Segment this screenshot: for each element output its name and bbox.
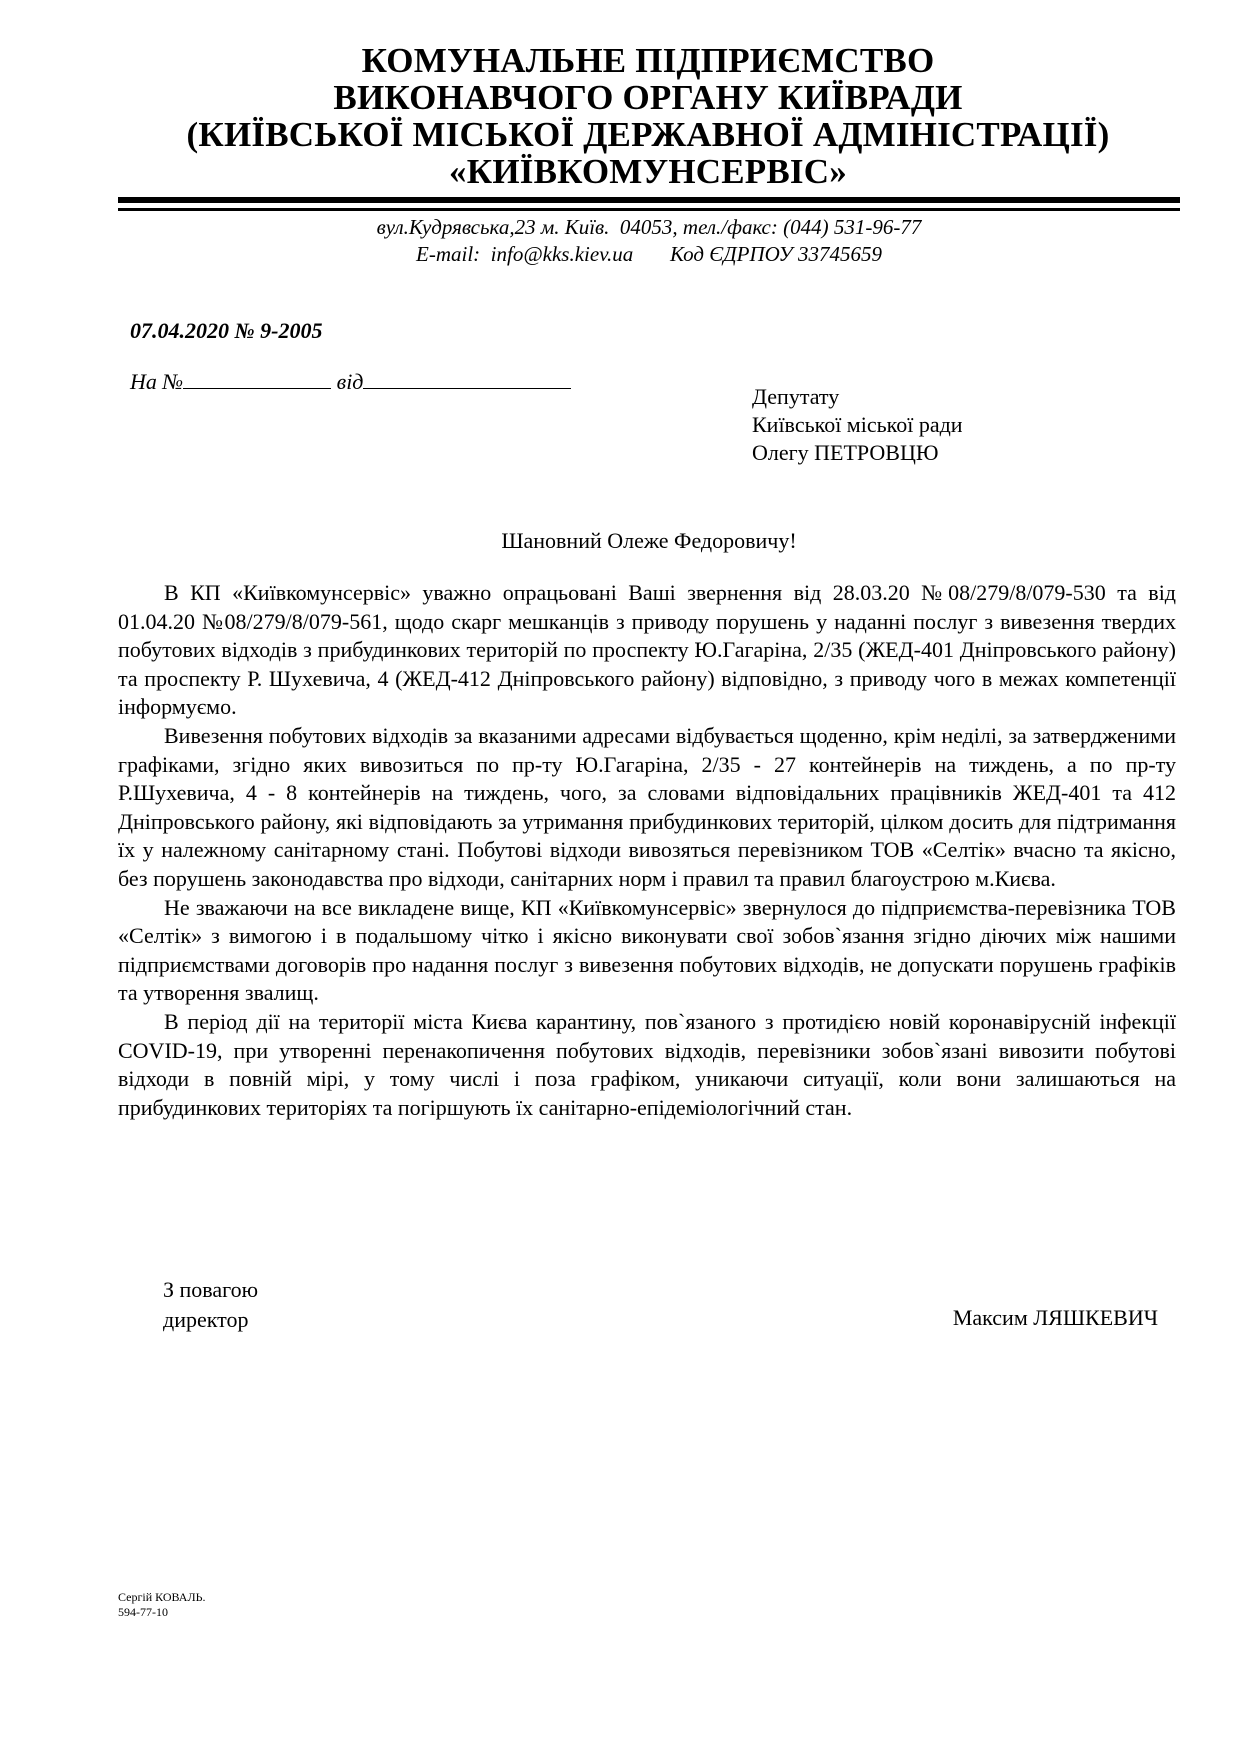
letterhead-line-3: (КИЇВСЬКОЇ МІСЬКОЇ ДЕРЖАВНОЇ АДМІНІСТРАЦІЇ) [186,115,1110,154]
letterhead-contacts [118,214,1180,268]
body-paragraph-3: Не зважаючи на все викладене вище, КП «Київкомунсервіс» звернулося до підприємства-перевізника ТОВ «Селтік» з вимогою і в подальшому чітко і якісно виконувати свої зобов`язання згідно діючих між нашими підприємствами договорів про надання послуг з вивезення побутових відходів, не допускати порушень графіків та утворення звалищ. [118,894,1176,1006]
closing-regards: З повагою [163,1277,259,1302]
salutation: Шановний Олеже Федоровичу! [501,528,797,553]
addressee-line-3: Олегу ПЕТРОВЦЮ [752,440,939,465]
closing-block [163,1275,258,1335]
outgoing-number: 07.04.2020 № 9-2005 [130,318,323,343]
executor-phone: 594-77-10 [118,1605,168,1619]
letterhead-divider-thin [118,208,1180,211]
reference-date-label: від [336,369,364,394]
executor-name: Сергій КОВАЛЬ. [118,1590,206,1604]
body-paragraph-1: В КП «Київкомунсервіс» уважно опрацьовані Ваші звернення від 28.03.20 №08/279/8/079-530 та від 01.04.20 №08/279/8/079-561, щодо скарг мешканців з приводу порушень у наданні послуг з вивезення твердих побутових відходів з прибудинкових територій по проспекту Ю.Гагаріна, 2/35 (ЖЕД-401 Дніпровського району) та проспекту Р. Шухевича, 4 (ЖЕД-412 Дніпровського району) відповідно, з приводу чого в межах компетенції інформуємо. [118,580,1176,720]
addressee-block [752,383,963,467]
contact-email-code: E-mail: info@kks.kiev.ua Код ЄДРПОУ 33745659 [416,242,882,266]
signer-name: Максим ЛЯШКЕВИЧ [952,1305,1158,1330]
reference-line [130,368,571,395]
executor-block [118,1590,205,1620]
reference-number-blank [183,368,331,389]
contact-address: вул.Кудрявська,23 м. Київ. 04053, тел./факс: (044) 531-96-77 [376,215,922,239]
letterhead-divider-thick [118,197,1180,203]
body-paragraph-4: В період дії на території міста Києва карантину, пов`язаного з протидією новій коронавірусній інфекції COVID-19, при утворенні перенакопичення побутових відходів, перевізники зобов`язані вивозити побутові відходи в повній мірі, у тому числі і поза графіком, уникаючи ситуації, коли вони залишаються на прибудинкових територіях та погіршують їх санітарно-епідеміологічний стан. [118,1008,1176,1120]
letterhead-line-2: ВИКОНАВЧОГО ОРГАНУ КИЇВРАДИ [333,78,963,117]
letterhead-title [118,42,1178,190]
addressee-line-2: Київської міської ради [752,412,963,437]
reference-number-label: На № [130,369,184,394]
letterhead-line-1: КОМУНАЛЬНЕ ПІДПРИЄМСТВО [361,41,935,80]
addressee-line-1: Депутату [752,384,840,409]
letterhead-line-4: «КИЇВКОМУНСЕРВІС» [449,152,847,191]
letter-body [118,579,1176,1122]
closing-position: директор [163,1307,249,1332]
body-paragraph-2: Вивезення побутових відходів за вказаними адресами відбувається щоденно, крім неділі, за затвердженими графіками, згідно яких вивозиться по пр-ту Ю.Гагаріна, 2/35 - 27 контейнерів на тиждень, а по пр-ту Р.Шухевича, 4 - 8 контейнерів на тиждень, чого, за словами відповідальних працівників ЖЕД-401 та 412 Дніпровського району, які відповідають за утримання прибудинкових територій, цілком досить для підтримання їх у належному санітарному стані. Побутові відходи вивозяться перевізником ТОВ «Селтік» вчасно та якісно, без порушень законодавства про відходи, санітарних норм і правил та правил благоустрою м.Києва. [118,722,1176,891]
reference-date-blank [363,368,571,389]
